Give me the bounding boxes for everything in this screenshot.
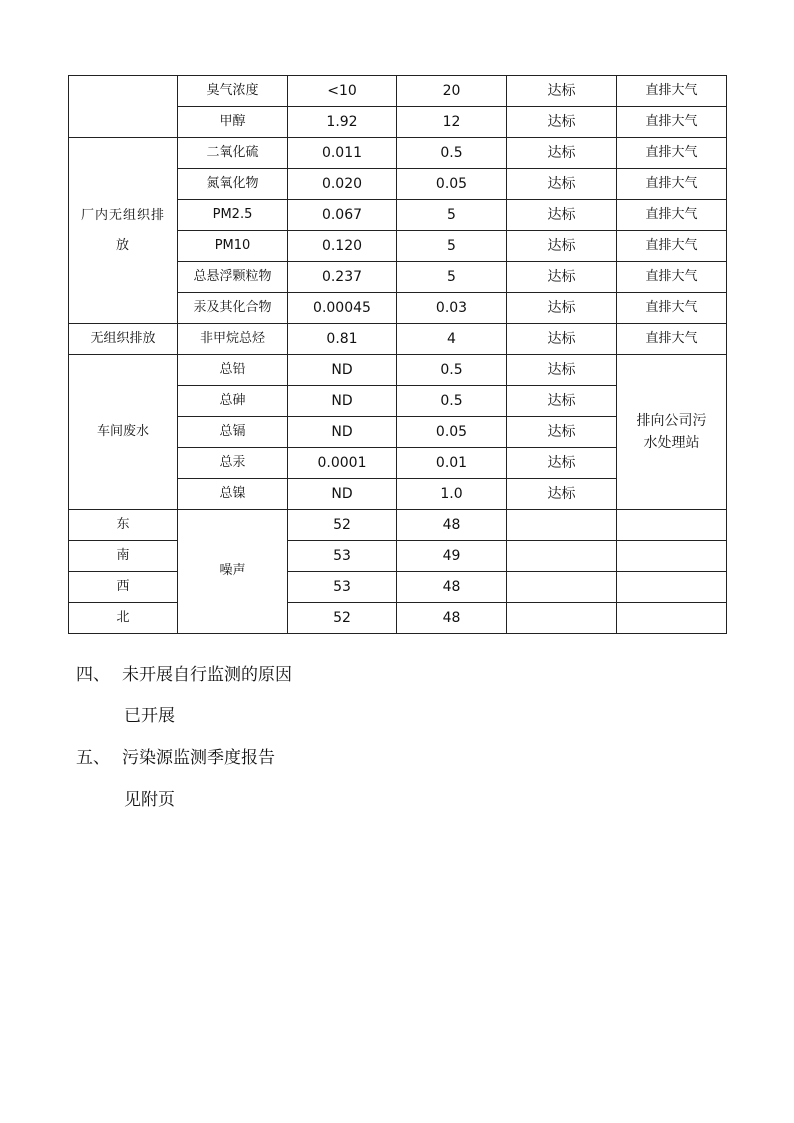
result-cell: 52 [288, 603, 397, 634]
dest-cell: 直排大气 [617, 169, 727, 200]
item-cell: 非甲烷总烃 [178, 324, 288, 355]
item-cell: 总镉 [178, 417, 288, 448]
result-cell: <10 [288, 76, 397, 107]
dest-cell [617, 541, 727, 572]
limit-cell: 48 [397, 510, 507, 541]
result-cell: ND [288, 479, 397, 510]
result-cell: 0.81 [288, 324, 397, 355]
item-cell: 总悬浮颗粒物 [178, 262, 288, 293]
source-cell: 南 [69, 541, 178, 572]
limit-cell: 0.05 [397, 169, 507, 200]
item-cell: 甲醇 [178, 107, 288, 138]
section-number: 五、 [76, 748, 110, 768]
section-title: 未开展自行监测的原因 [122, 665, 292, 685]
table-row [69, 355, 727, 386]
item-cell: 总砷 [178, 386, 288, 417]
limit-cell: 0.01 [397, 448, 507, 479]
status-cell: 达标 [507, 479, 617, 510]
dest-cell: 直排大气 [617, 138, 727, 169]
limit-cell: 0.5 [397, 386, 507, 417]
result-cell: 52 [288, 510, 397, 541]
limit-cell: 4 [397, 324, 507, 355]
status-cell: 达标 [507, 355, 617, 386]
limit-cell: 0.03 [397, 293, 507, 324]
table-row [69, 76, 727, 107]
result-cell: ND [288, 417, 397, 448]
item-cell: PM2.5 [178, 200, 288, 231]
dest-cell [617, 572, 727, 603]
item-cell: 总汞 [178, 448, 288, 479]
section-body-4: 已开展 [124, 706, 175, 726]
status-cell: 达标 [507, 324, 617, 355]
result-cell: 0.00045 [288, 293, 397, 324]
table-row [69, 324, 727, 355]
dest-cell [617, 603, 727, 634]
status-cell [507, 572, 617, 603]
result-cell: 0.0001 [288, 448, 397, 479]
item-cell: 臭气浓度 [178, 76, 288, 107]
limit-cell: 0.5 [397, 138, 507, 169]
result-cell: 53 [288, 541, 397, 572]
dest-cell: 排向公司污水处理站 [617, 355, 727, 510]
status-cell: 达标 [507, 293, 617, 324]
limit-cell: 0.05 [397, 417, 507, 448]
section-body-5: 见附页 [124, 790, 175, 810]
table-row [69, 541, 727, 572]
dest-cell: 直排大气 [617, 262, 727, 293]
status-cell: 达标 [507, 76, 617, 107]
source-cell [69, 76, 178, 138]
source-cell: 东 [69, 510, 178, 541]
source-cell: 无组织排放 [69, 324, 178, 355]
section-title: 污染源监测季度报告 [122, 748, 275, 768]
result-cell: ND [288, 386, 397, 417]
result-cell: 1.92 [288, 107, 397, 138]
limit-cell: 49 [397, 541, 507, 572]
item-cell: 噪声 [178, 510, 288, 634]
item-cell: 总镍 [178, 479, 288, 510]
limit-cell: 5 [397, 262, 507, 293]
dest-cell: 直排大气 [617, 76, 727, 107]
section-heading-5 [76, 743, 275, 768]
status-cell: 达标 [507, 386, 617, 417]
dest-cell: 直排大气 [617, 324, 727, 355]
table-row [69, 138, 727, 169]
status-cell: 达标 [507, 107, 617, 138]
item-cell: PM10 [178, 231, 288, 262]
section-heading-4 [76, 660, 292, 685]
source-cell: 厂内无组织排放 [69, 138, 178, 324]
limit-cell: 48 [397, 572, 507, 603]
item-cell: 汞及其化合物 [178, 293, 288, 324]
table-row [69, 603, 727, 634]
status-cell [507, 510, 617, 541]
status-cell: 达标 [507, 262, 617, 293]
status-cell: 达标 [507, 200, 617, 231]
table-row [69, 510, 727, 541]
status-cell: 达标 [507, 231, 617, 262]
monitoring-table [68, 75, 727, 634]
limit-cell: 0.5 [397, 355, 507, 386]
limit-cell: 20 [397, 76, 507, 107]
result-cell: ND [288, 355, 397, 386]
limit-cell: 48 [397, 603, 507, 634]
result-cell: 0.237 [288, 262, 397, 293]
limit-cell: 5 [397, 231, 507, 262]
dest-cell: 直排大气 [617, 293, 727, 324]
section-number: 四、 [76, 665, 110, 685]
dest-cell [617, 510, 727, 541]
item-cell: 二氧化硫 [178, 138, 288, 169]
item-cell: 总铅 [178, 355, 288, 386]
result-cell: 53 [288, 572, 397, 603]
source-cell: 西 [69, 572, 178, 603]
dest-cell: 直排大气 [617, 107, 727, 138]
dest-cell: 直排大气 [617, 231, 727, 262]
source-cell: 北 [69, 603, 178, 634]
dest-cell: 直排大气 [617, 200, 727, 231]
source-cell: 车间废水 [69, 355, 178, 510]
status-cell [507, 541, 617, 572]
status-cell: 达标 [507, 417, 617, 448]
status-cell: 达标 [507, 169, 617, 200]
result-cell: 0.067 [288, 200, 397, 231]
result-cell: 0.120 [288, 231, 397, 262]
limit-cell: 12 [397, 107, 507, 138]
status-cell: 达标 [507, 448, 617, 479]
limit-cell: 1.0 [397, 479, 507, 510]
result-cell: 0.020 [288, 169, 397, 200]
status-cell [507, 603, 617, 634]
table-row [69, 572, 727, 603]
item-cell: 氮氧化物 [178, 169, 288, 200]
result-cell: 0.011 [288, 138, 397, 169]
status-cell: 达标 [507, 138, 617, 169]
limit-cell: 5 [397, 200, 507, 231]
